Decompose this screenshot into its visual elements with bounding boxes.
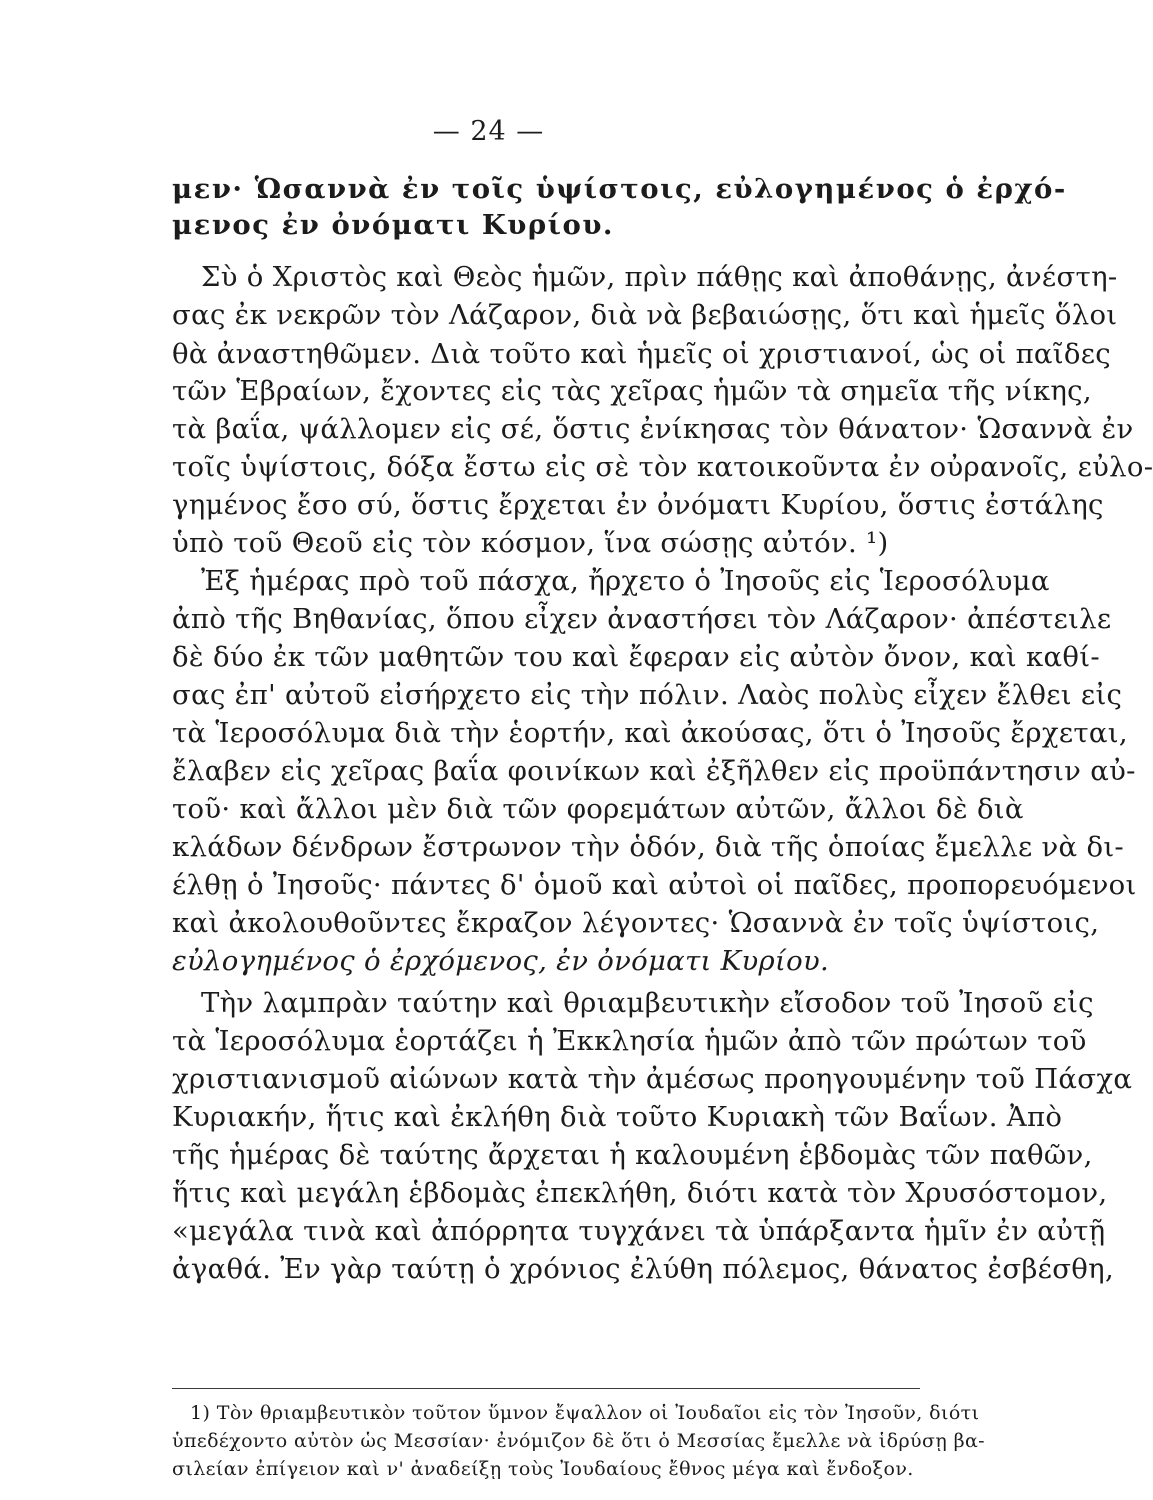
body-line: μενος ἐν ὀνόματι Κυρίου.: [172, 209, 614, 241]
body-line: Σὺ ὁ Χριστὸς καὶ Θεὸς ἡμῶν, πρὶν πάθῃς καὶ ἀποθάνῃς, ἀνέστη-: [201, 261, 1118, 293]
body-line: Κυριακήν, ἥτις καὶ ἐκλήθη διὰ τοῦτο Κυριακὴ τῶν Βαΐων. Ἀπὸ: [172, 1101, 1063, 1133]
body-line: καὶ ἀκολουθοῦντες ἔκραζον λέγοντες· Ὡσαννὰ ἐν τοῖς ὑψίστοις,: [172, 907, 1100, 939]
body-line: τὰ Ἱεροσόλυμα διὰ τὴν ἑορτήν, καὶ ἀκούσας, ὅτι ὁ Ἰησοῦς ἔρχεται,: [172, 717, 1128, 749]
body-line: μεν· Ὡσαννὰ ἐν τοῖς ὑψίστοις, εὐλογημένος ὁ ἐρχό-: [172, 173, 1067, 205]
body-line: κλάδων δένδρων ἔστρωνον τὴν ὁδόν, διὰ τῆς ὁποίας ἔμελλε νὰ δι-: [172, 831, 1124, 863]
body-line: «μεγάλα τινὰ καὶ ἀπόρρητα τυγχάνει τὰ ὑπάρξαντα ἡμῖν ἐν αὐτῇ: [172, 1215, 1106, 1247]
body-line: τοῖς ὑψίστοις, δόξα ἔστω εἰς σὲ τὸν κατοικοῦντα ἐν οὐρανοῖς, εὐλο-: [172, 451, 1153, 483]
body-line: χριστιανισμοῦ αἰώνων κατὰ τὴν ἀμέσως προηγουμένην τοῦ Πάσχα: [172, 1063, 1133, 1095]
page-number: — 24 —: [432, 116, 545, 147]
footnote-line: ὑπεδέχοντο αὐτὸν ὡς Μεσσίαν· ἐνόμιζον δὲ ὅτι ὁ Μεσσίας ἔμελλε νὰ ἱδρύσῃ βα-: [172, 1430, 986, 1452]
body-line: θὰ ἀναστηθῶμεν. Διὰ τοῦτο καὶ ἡμεῖς οἱ χριστιανοί, ὡς οἱ παῖδες: [172, 338, 1111, 370]
body-line: τὰ βαΐα, ψάλλομεν εἰς σέ, ὅστις ἐνίκησας τὸν θάνατον· Ὡσαννὰ ἐν: [172, 413, 1134, 445]
body-line: Ἐξ ἡμέρας πρὸ τοῦ πάσχα, ἤρχετο ὁ Ἰησοῦς εἰς Ἱεροσόλυμα: [201, 565, 1050, 597]
body-line: ἀγαθά. Ἐν γὰρ ταύτῃ ὁ χρόνιος ἐλύθη πόλεμος, θάνατος ἐσβέσθη,: [172, 1253, 1114, 1285]
body-line: ἔλαβεν εἰς χεῖρας βαΐα φοινίκων καὶ ἐξῆλθεν εἰς προϋπάντησιν αὐ-: [172, 755, 1136, 787]
body-line: τοῦ· καὶ ἄλλοι μὲν διὰ τῶν φορεμάτων αὐτῶν, ἄλλοι δὲ διὰ: [172, 793, 1024, 825]
body-line: τὰ Ἱεροσόλυμα ἑορτάζει ἡ Ἐκκλησία ἡμῶν ἀπὸ τῶν πρώτων τοῦ: [172, 1025, 1087, 1057]
body-line: τῆς ἡμέρας δὲ ταύτης ἄρχεται ἡ καλουμένη ἑβδομὰς τῶν παθῶν,: [172, 1139, 1093, 1171]
body-line: εὐλογημένος ὁ ἐρχόμενος, ἐν ὀνόματι Κυρίου.: [172, 945, 830, 977]
body-line: γημένος ἔσο σύ, ὅστις ἔρχεται ἐν ὀνόματι Κυρίου, ὅστις ἐστάλης: [172, 489, 1104, 521]
body-line: δὲ δύο ἐκ τῶν μαθητῶν του καὶ ἔφεραν εἰς αὐτὸν ὄνον, καὶ καθί-: [172, 641, 1100, 673]
body-line: σας ἐπ' αὐτοῦ εἰσήρχετο εἰς τὴν πόλιν. Λαὸς πολὺς εἶχεν ἔλθει εἰς: [172, 679, 1123, 711]
body-line: σας ἐκ νεκρῶν τὸν Λάζαρον, διὰ νὰ βεβαιώσῃς, ὅτι καὶ ἡμεῖς ὅλοι: [172, 299, 1118, 331]
body-line: Τὴν λαμπρὰν ταύτην καὶ θριαμβευτικὴν εἴσοδον τοῦ Ἰησοῦ εἰς: [201, 987, 1094, 1019]
footnote-separator: [172, 1388, 920, 1389]
body-line: ἀπὸ τῆς Βηθανίας, ὅπου εἶχεν ἀναστήσει τὸν Λάζαρον· ἀπέστειλε: [172, 603, 1112, 635]
footnote-line: 1) Τὸν θριαμβευτικὸν τοῦτον ὕμνον ἔψαλλον οἱ Ἰουδαῖοι εἰς τὸν Ἰησοῦν, διότι: [190, 1402, 980, 1424]
body-line: ἥτις καὶ μεγάλη ἑβδομὰς ἐπεκλήθη, διότι κατὰ τὸν Χρυσόστομον,: [172, 1177, 1108, 1209]
body-line: τῶν Ἑβραίων, ἔχοντες εἰς τὰς χεῖρας ἡμῶν τὰ σημεῖα τῆς νίκης,: [172, 375, 1092, 407]
footnote-line: σιλείαν ἐπίγειον καὶ ν' ἀναδείξῃ τοὺς Ἰουδαίους ἔθνος μέγα καὶ ἔνδοξον.: [172, 1458, 914, 1480]
body-line: έλθῃ ὁ Ἰησοῦς· πάντες δ' ὁμοῦ καὶ αὐτοὶ οἱ παῖδες, προπορευόμενοι: [172, 869, 1137, 901]
body-line: ὑπὸ τοῦ Θεοῦ εἰς τὸν κόσμον, ἵνα σώσῃς αὐτόν. ¹): [172, 527, 889, 559]
